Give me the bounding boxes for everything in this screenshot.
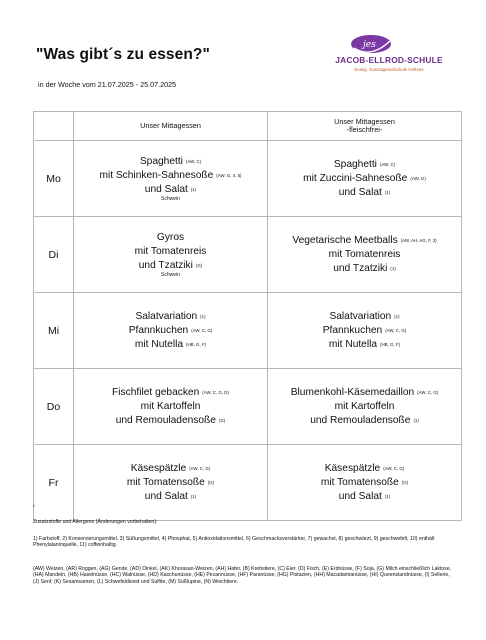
dish-text: Vegetarische Meetballs — [292, 234, 398, 246]
menu-row — [34, 445, 462, 521]
dish-line — [74, 155, 267, 169]
dish-text: und Remouladensoße — [310, 414, 411, 426]
dish-line — [74, 338, 267, 352]
allergen-code: (AW, G, 4, 5) — [216, 173, 242, 178]
dish-text: Gyros — [156, 232, 185, 243]
dish-text: Käsespätzle — [130, 462, 187, 474]
allergen-code: (AW, C, G) — [189, 465, 211, 471]
dish-line — [268, 462, 461, 476]
allergen-heading: Zusatzstoffe und Allergene (Änderungen vorbehalten): — [33, 519, 158, 525]
allergen-code: (AW, AH, AG, F, 3) — [400, 237, 437, 243]
allergen-code: (G) — [218, 417, 226, 423]
allergen-code: (1) — [384, 189, 391, 195]
dish-line — [268, 158, 461, 172]
meat-note: Schwein — [161, 272, 180, 278]
column-header-vegetarian — [268, 112, 462, 141]
allergen-code: (G) — [195, 263, 203, 268]
school-logo-icon — [348, 33, 394, 57]
logo-school-subtitle: Evang. Ganztagsrealschule Gefrees — [354, 67, 424, 72]
dish-line — [74, 259, 267, 273]
dish-line — [268, 172, 461, 186]
dish-text: mit Tomatenreis — [134, 246, 207, 257]
page-title: "Was gibt´s zu essen?" — [36, 46, 210, 63]
allergen-code: (AW, C) — [379, 161, 396, 167]
dish-line — [74, 310, 267, 324]
column-header-vegetarian-line2: -fleischfrei- — [346, 125, 383, 134]
day-header-cell — [34, 112, 74, 141]
day-label: Fr — [34, 445, 74, 521]
dish-text: Fischfilet gebacken — [112, 386, 200, 398]
dish-line — [268, 324, 461, 338]
dish-vegetarian — [268, 445, 462, 521]
dish-text: Spaghetti — [333, 158, 377, 170]
dish-text: mit Kartoffeln — [140, 400, 201, 412]
day-label: Di — [34, 217, 74, 293]
dish-line — [74, 245, 267, 259]
dish-line — [74, 386, 267, 400]
menu-row — [34, 369, 462, 445]
dish-line — [74, 231, 267, 245]
dish-text: mit Tomatensoße — [126, 476, 205, 488]
day-label: Do — [34, 369, 74, 445]
allergen-code: (HB, G, F) — [380, 341, 401, 347]
dish-regular — [74, 141, 268, 217]
dish-regular — [74, 217, 268, 293]
dish-vegetarian — [268, 369, 462, 445]
meat-note: Schwein — [161, 196, 180, 202]
dish-text: mit Nutella — [328, 338, 378, 350]
logo-mark-text: jes — [363, 40, 376, 50]
dish-line — [268, 400, 461, 414]
dish-line — [74, 476, 267, 490]
menu-row — [34, 141, 462, 217]
dish-line — [268, 386, 461, 400]
menu-table — [33, 111, 462, 521]
allergen-code: (1) — [190, 493, 197, 499]
dish-line — [74, 183, 267, 197]
allergen-code: (AW, C, G) — [383, 465, 405, 471]
dish-regular — [74, 369, 268, 445]
menu-row — [34, 217, 462, 293]
dish-line — [74, 414, 267, 428]
dish-vegetarian — [268, 293, 462, 369]
dish-text: Pfannkuchen — [322, 324, 383, 336]
school-logo — [330, 33, 460, 77]
dish-regular — [74, 445, 268, 521]
dish-vegetarian — [268, 141, 462, 217]
dish-line — [74, 462, 267, 476]
dish-text: und Salat — [338, 186, 382, 198]
allergen-code: (G) — [401, 479, 409, 485]
dish-text: Blumenkohl-Käsemedaillon — [290, 386, 415, 398]
dish-line — [74, 324, 267, 338]
footnote-mark: ² — [33, 504, 35, 510]
dish-line — [268, 338, 461, 352]
logo-school-name: JACOB-ELLROD-SCHULE — [335, 55, 443, 65]
dish-text: Spaghetti — [139, 156, 183, 167]
dish-text: mit Tomatenreis — [328, 248, 401, 260]
dish-line — [268, 310, 461, 324]
allergen-code: (AW, C) — [185, 159, 202, 164]
allergen-code: (AW, C, G) — [191, 327, 213, 333]
dish-line — [268, 476, 461, 490]
dish-line — [268, 414, 461, 428]
dish-text: und Salat — [144, 490, 188, 502]
allergen-code: (1) — [413, 417, 419, 423]
dish-line — [74, 490, 267, 504]
allergen-code: (HB, G, F) — [186, 341, 207, 347]
day-label: Mi — [34, 293, 74, 369]
dish-regular — [74, 293, 268, 369]
dish-text: und Remouladensoße — [115, 414, 216, 426]
dish-text: Salatvariation — [135, 310, 198, 322]
dish-text: mit Schinken-Sahnesoße — [99, 170, 214, 181]
dish-text: mit Kartoffeln — [334, 400, 395, 412]
allergen-code: (1) — [384, 493, 391, 499]
allergen-code: (G) — [207, 479, 215, 485]
dish-text: und Tzatziki — [138, 260, 193, 271]
column-header-regular: Unser Mittagessen — [74, 112, 268, 141]
dish-text: mit Tomatensoße — [320, 476, 399, 488]
dish-text: mit Zuccini-Sahnesoße — [303, 172, 408, 184]
week-range: in der Woche vom 21.07.2025 - 25.07.2025 — [38, 80, 177, 89]
dish-text: und Tzatziki — [333, 262, 388, 274]
additives-list: 1) Farbstoff, 2) Konservierungsmittel, 3) Süßungsmittel, 4) Phosphat, 5) Antioxidationsmittel, 6) Geschmacksverstärker, 7) gewachst, 8) geschwärzt, 9) geschwefelt, 10) enthält Phenylalaninquelle, 11) coffeinhaltig. — [33, 536, 435, 549]
allergen-code: (1) — [200, 313, 206, 319]
dish-text: Pfannkuchen — [128, 324, 189, 336]
dish-text: und Salat — [144, 184, 188, 195]
day-label: Mo — [34, 141, 74, 217]
dish-text: Käsespätzle — [324, 462, 381, 474]
dish-line — [268, 262, 461, 276]
allergen-code: (AW, G) — [410, 175, 426, 181]
dish-line — [268, 234, 461, 248]
dish-line — [74, 169, 267, 183]
dish-line — [268, 248, 461, 262]
allergen-code: (AW, C, G, D) — [202, 389, 229, 395]
dish-text: mit Nutella — [134, 338, 184, 350]
allergen-code: (1) — [390, 265, 396, 271]
dish-line — [74, 400, 267, 414]
allergen-code: (1) — [394, 313, 400, 319]
dish-vegetarian — [268, 217, 462, 293]
menu-row — [34, 293, 462, 369]
dish-text: Salatvariation — [329, 310, 392, 322]
dish-line — [268, 490, 461, 504]
dish-line — [268, 186, 461, 200]
allergen-code: (AW, C, G) — [417, 389, 439, 395]
column-header-vegetarian-line1: Unser Mittagessen — [334, 116, 395, 126]
allergen-code: (AW, C, G) — [385, 327, 407, 333]
allergen-code: (1) — [190, 187, 197, 192]
allergens-list: (AW) Weizen, (AR) Roggen, (AG) Gerste, (AD) Dinkel, (AK) Khorasan-Weizen, (AH) Hafer, (B) Krebstiere, (C) Eier, (D) Fisch, (E) Erdnüsse, (F) Soja, (G) Milch einschließlich Laktose, (HA) Mandeln, (HB) Haselnüsse, (HC) Walnüsse, (HD) Kaschunüsse, (HE) Pecannüsse, (HF) Paranüsse, (HG) Pistazien, (HH) Macadamianüsse, (HI) Queenslandnüsse, (I) Sellerie, (J) Senf, (K) Sesamsamen, (L) Schwefeldioxid und Sulfite, (M) Süßlupine, (N) Weichtiere. — [33, 566, 452, 585]
menu-header-row — [34, 112, 462, 141]
dish-text: und Salat — [338, 490, 382, 502]
